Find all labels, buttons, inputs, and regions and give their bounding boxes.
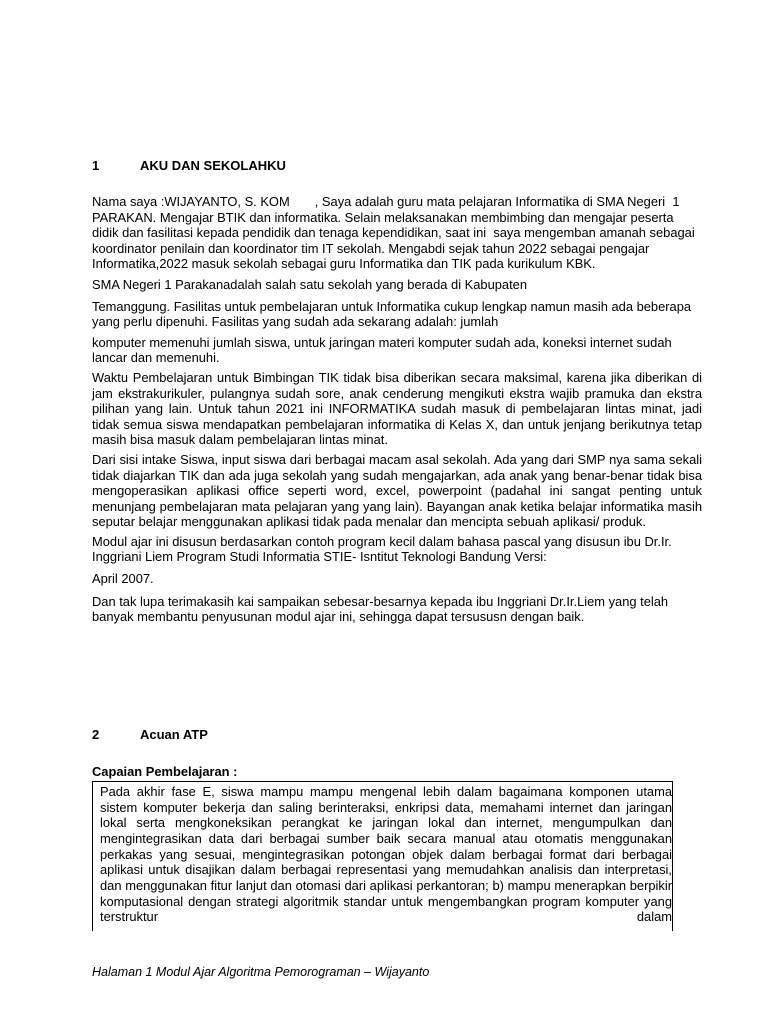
schedule-paragraph: Waktu Pembelajaran untuk Bimbingan TIK tidak bisa diberikan secara maksimal, karena jika diberikan di jam ekstrakurikuler, pulangnya sudah sore, anak cenderung mengikuti ekstra wajib pramuka dan ekstra pilihan yang lain. Untuk tahun 2021 ini INFORMATIKA sudah masuk di pembelajaran lintas minat, jadi tidak semua siswa mendapatkan pembelajaran informatika di Kelas X, dan untuk jenjang berikutnya tetap masih bisa masuk dalam pembelajaran lintas minat. <box>92 369 702 448</box>
section-2-heading <box>92 727 208 743</box>
section-2-number: 2 <box>92 727 100 742</box>
section-1-number: 1 <box>92 158 100 173</box>
section-1-body <box>92 194 702 629</box>
page-footer: Halaman 1 Modul Ajar Algoritma Pemorograman – Wijayanto <box>92 965 430 979</box>
capaian-box <box>92 781 673 931</box>
computer-paragraph: komputer memenuhi jumlah siswa, untuk jaringan materi komputer sudah ada, koneksi internet sudah lancar dan memenuhi. <box>92 334 672 366</box>
section-1-title: AKU DAN SEKOLAHKU <box>140 158 286 173</box>
facilities-paragraph: Temanggung. Fasilitas untuk pembelajaran untuk Informatika cukup lengkap namun masih ada beberapa yang perlu dipenuhi. Fasilitas yang sudah ada sekarang adalah: jumlah <box>92 298 692 330</box>
capaian-heading: Capaian Pembelajaran : <box>92 764 238 779</box>
section-2-title: Acuan ATP <box>140 727 208 742</box>
intro-paragraph: Nama saya :WIJAYANTO, S. KOM , Saya adalah guru mata pelajaran Informatika di SMA Negeri 1 PARAKAN. Mengajar BTIK dan informatika. Selain melaksanakan membimbing dan mengajar peserta didik dan fasilitasi kepada pendidik dan tenaga kependidikan, saat ini saya mengemban amanah sebagai koordinator penilain dan koordinator tim IT sekolah. Mengabdi sejak tahun 2022 sebagai pengajar Informatika,2022 masuk sekolah sebagai guru Informatika dan TIK pada kurikulum KBK. <box>92 194 699 272</box>
section-1-heading <box>92 158 286 174</box>
thanks-paragraph: Dan tak lupa terimakasih kai sampaikan sebesar-besarnya kepada ibu Inggriani Dr.Ir.Liem yang telah banyak membantu penyusunan modul ajar ini, sehingga dapat tersususn dengan baik. <box>92 593 669 625</box>
capaian-text: Pada akhir fase E, siswa mampu mampu mengenal lebih dalam bagaimana komponen utama sistem komputer bekerja dan saling berinteraksi, enkripsi data, memahami internet dan jaringan lokal serta mengkoneksikan perangkat ke jaringan lokal dan internet, mengumpulkan dan mengintegrasikan data dari berbagai sumber baik secara manual atau otomatis menggunakan perkakas yang sesuai, mengintegrasikan potongan objek dalam berbagai format dari berbagai aplikasi untuk disajikan dalam berbagai representasi yang memudahkan analisis dan interpretasi, dan menggunakan fitur lanjut dan otomasi dari aplikasi perkantoran; b) mampu menerapkan berpikir komputasional dengan strategi algoritmik standar untuk mengembangkan program komputer yang terstruktur dalam <box>100 784 672 925</box>
source-date-paragraph: April 2007. <box>92 571 154 587</box>
intake-paragraph: Dari sisi intake Siswa, input siswa dari berbagai macam asal sekolah. Ada yang dari SMP nya sama sekali tidak diajarkan TIK dan ada juga sekolah yang sudah mengajarkan, ada anak yang benar-benar tidak bisa mengoperasikan aplikasi office seperti word, excel, powerpoint (padahal ini sangat penting untuk menunjang pembelajaran mata pelajaran yang yang lain). Bayangan anak ketika belajar informatika masih seputar belajar menggunakan aplikasi tidak pada menalar dan mencipta sebuah aplikasi/ produk. <box>92 451 702 530</box>
school-paragraph: SMA Negeri 1 Parakanadalah salah satu sekolah yang berada di Kabupaten <box>92 276 528 292</box>
source-paragraph: Modul ajar ini disusun berdasarkan contoh program kecil dalam bahasa pascal yang disusun ibu Dr.Ir. Inggriani Liem Program Studi Informatia STIE- Isntitut Teknologi Bandung Versi: <box>92 533 672 565</box>
